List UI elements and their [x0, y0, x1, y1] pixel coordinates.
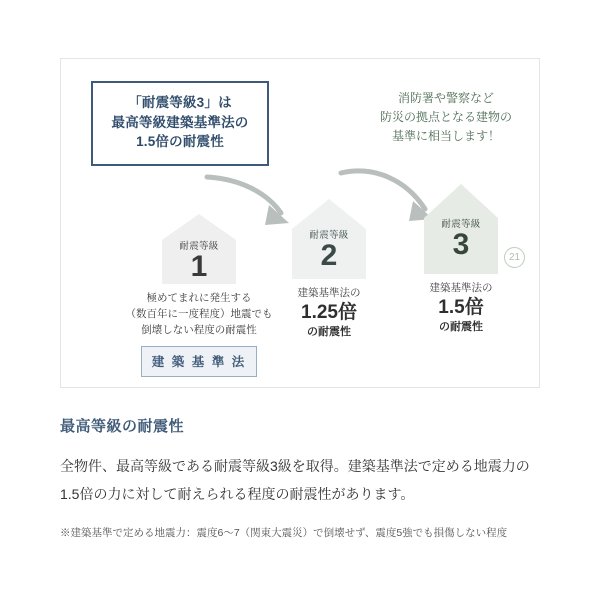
house-body-2 — [292, 229, 366, 279]
house-caption-2-line-1: 建築基準法の — [297, 287, 361, 299]
house-emphasis-3: 1.5倍 — [438, 296, 484, 318]
callout-box — [91, 81, 269, 166]
section-title: 最高等級の耐震性 — [60, 418, 185, 435]
house-label-3: 耐震等級 — [441, 219, 481, 230]
section-footnote: ※建築基準で定める地震力：震度6〜7（関東大震災）で倒壊せず、震度5強でも損傷しない程度 — [60, 527, 508, 539]
house-emphasis-2: 1.25倍 — [301, 301, 357, 323]
section-paragraph: 全物件、最高等級である耐震等級3級を取得。建築基準法で定める地震力の1.5倍の力に対して耐えられる程度の耐震性があります。 — [60, 458, 530, 502]
house-roof-icon-1 — [162, 214, 236, 240]
house-emphasis-sub-2: の耐震性 — [307, 325, 351, 338]
house-column-grade-2 — [259, 199, 399, 340]
house-caption-1 — [119, 291, 279, 338]
note-line-1: 消防署や警察など — [397, 91, 494, 105]
note-text — [361, 89, 531, 147]
house-caption-1-line-2: （数百年に一度程度）地震でも — [125, 307, 273, 320]
certification-seal-icon: 21 — [504, 247, 525, 268]
house-caption-3-line-1: 建築基準法の — [429, 282, 493, 294]
house-caption-2 — [259, 286, 399, 340]
note-line-3: 基準に相当します！ — [391, 129, 500, 144]
house-label-1: 耐震等級 — [179, 241, 219, 252]
house-grade-3: 3 — [452, 228, 470, 262]
house-caption-3 — [391, 281, 531, 335]
house-label-2: 耐震等級 — [309, 230, 349, 241]
house-column-grade-3 — [391, 184, 531, 335]
house-column-grade-1 — [119, 214, 279, 377]
building-standard-law-badge: 建 築 基 準 法 — [141, 346, 257, 377]
house-caption-1-line-1: 極めてまれに発生する — [146, 292, 252, 304]
house-shape-3 — [391, 184, 531, 274]
house-shape-1 — [119, 214, 279, 284]
house-roof-icon-3 — [424, 184, 498, 218]
house-caption-1-line-3: 倒壊しない程度の耐震性 — [141, 323, 257, 336]
house-body-1 — [162, 240, 236, 284]
callout-line-2: 最高等級建築基準法の — [111, 114, 249, 130]
seismic-grade-infographic — [60, 58, 540, 388]
callout-line-3: 1.5倍の耐震性 — [136, 134, 224, 150]
house-grade-1: 1 — [190, 250, 208, 284]
note-line-2: 防災の拠点となる建物の — [379, 110, 512, 125]
house-body-3 — [424, 218, 521, 274]
house-shape-2 — [259, 199, 399, 279]
house-grade-2: 2 — [320, 239, 338, 273]
callout-line-1: 「耐震等級3」は — [128, 95, 232, 110]
house-emphasis-sub-3: の耐震性 — [439, 320, 483, 333]
house-roof-icon-2 — [292, 199, 366, 229]
